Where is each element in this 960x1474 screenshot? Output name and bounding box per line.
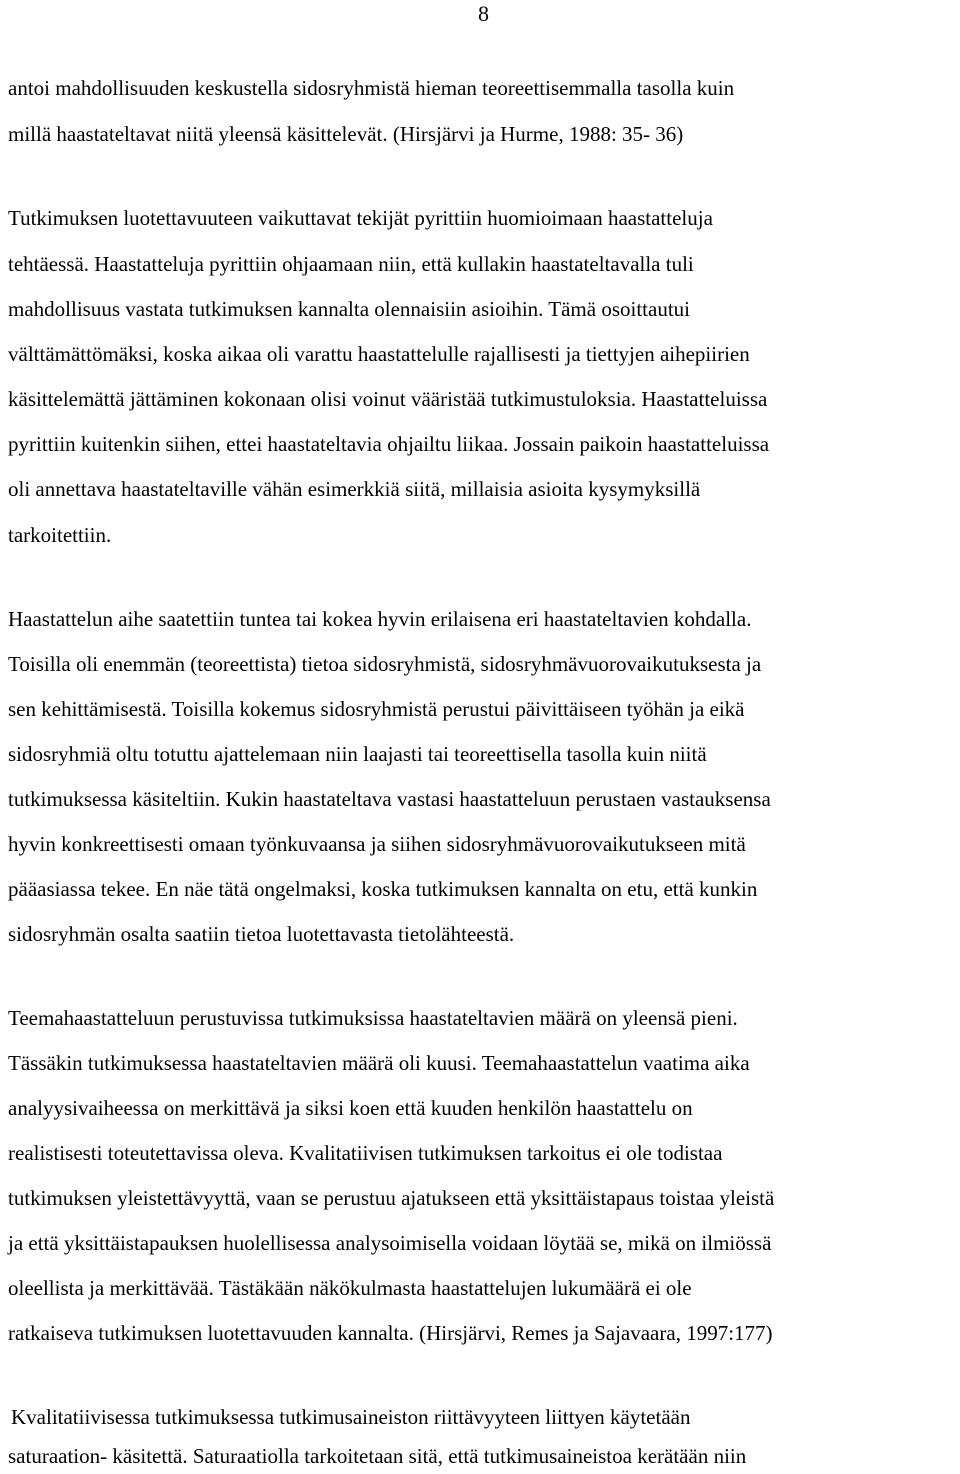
paragraph-line: mahdollisuus vastata tutkimuksen kannalta olennaisiin asioihin. Tämä osoittautui	[8, 297, 691, 321]
paragraph-line: tutkimuksen yleistettävyyttä, vaan se perustuu ajatukseen että yksittäistapaus toistaa yleistä	[8, 1186, 775, 1210]
paragraph-line: käsittelemättä jättäminen kokonaan olisi voinut vääristää tutkimustuloksia. Haastatteluissa	[8, 387, 768, 411]
paragraph-line: sidosryhmän osalta saatiin tietoa luotettavasta tietolähteestä.	[8, 922, 515, 946]
paragraph-line: tarkoitettiin.	[8, 523, 112, 547]
paragraph-line: ratkaiseva tutkimuksen luotettavuuden kannalta. (Hirsjärvi, Remes ja Sajavaara, 1997:177)	[8, 1321, 773, 1345]
paragraph-line: hyvin konkreettisesti omaan työnkuvaansa ja siihen sidosryhmävuorovaikutukseen mitä	[8, 832, 746, 856]
paragraph-line: saturaation- käsitettä. Saturaatiolla tarkoitetaan sitä, että tutkimusaineistoa kerätään niin	[8, 1444, 747, 1468]
paragraph-line: millä haastateltavat niitä yleensä käsittelevät. (Hirsjärvi ja Hurme, 1988: 35- 36)	[8, 122, 684, 146]
paragraph-line: Teemahaastatteluun perustuvissa tutkimuksissa haastateltavien määrä on yleensä pieni.	[8, 1006, 738, 1030]
paragraph-line: välttämättömäksi, koska aikaa oli varattu haastattelulle rajallisesti ja tiettyjen aihepiirien	[8, 342, 750, 366]
paragraph-line: oli annettava haastateltaville vähän esimerkkiä siitä, millaisia asioita kysymyksillä	[8, 477, 701, 501]
paragraph-line: Tässäkin tutkimuksessa haastateltavien määrä oli kuusi. Teemahaastattelun vaatima aika	[8, 1051, 750, 1075]
paragraph-line: pääasiassa tekee. En näe tätä ongelmaksi, koska tutkimuksen kannalta on etu, että kunkin	[8, 877, 758, 901]
paragraph-line: oleellista ja merkittävää. Tästäkään näkökulmasta haastattelujen lukumäärä ei ole	[8, 1276, 692, 1300]
paragraph-line: analyysivaiheessa on merkittävä ja siksi koen että kuuden henkilön haastattelu on	[8, 1096, 693, 1120]
paragraph-line: antoi mahdollisuuden keskustella sidosryhmistä hieman teoreettisemmalla tasolla kuin	[8, 76, 735, 100]
paragraph-line: Haastattelun aihe saatettiin tuntea tai kokea hyvin erilaisena eri haastateltavien kohdalla.	[8, 607, 752, 631]
page-number: 8	[478, 1, 489, 26]
paragraph-line: Tutkimuksen luotettavuuteen vaikuttavat tekijät pyrittiin huomioimaan haastatteluja	[8, 206, 713, 230]
paragraph-line: realistisesti toteutettavissa oleva. Kvalitatiivisen tutkimuksen tarkoitus ei ole todistaa	[8, 1141, 723, 1165]
paragraph-line: Toisilla oli enemmän (teoreettista) tietoa sidosryhmistä, sidosryhmävuorovaikutuksesta ja	[8, 652, 762, 676]
paragraph-line: ja että yksittäistapauksen huolellisessa analysoimisella voidaan löytää se, mikä on ilmiössä	[8, 1231, 772, 1255]
paragraph-line: sen kehittämisestä. Toisilla kokemus sidosryhmistä perustui päivittäiseen työhän ja eikä	[8, 697, 745, 721]
paragraph-line: tehtäessä. Haastatteluja pyrittiin ohjaamaan niin, että kullakin haastateltavalla tuli	[8, 252, 694, 276]
paragraph-line: tutkimuksessa käsiteltiin. Kukin haastateltava vastasi haastatteluun perustaen vastauksensa	[8, 787, 771, 811]
paragraph-line: Kvalitatiivisessa tutkimuksessa tutkimusaineiston riittävyyteen liittyen käytetään	[11, 1405, 691, 1429]
paragraph-line: sidosryhmiä oltu totuttu ajattelemaan niin laajasti tai teoreettisella tasolla kuin niitä	[8, 742, 707, 766]
paragraph-line: pyrittiin kuitenkin siihen, ettei haastateltavia ohjailtu liikaa. Jossain paikoin haastatteluissa	[8, 432, 770, 456]
